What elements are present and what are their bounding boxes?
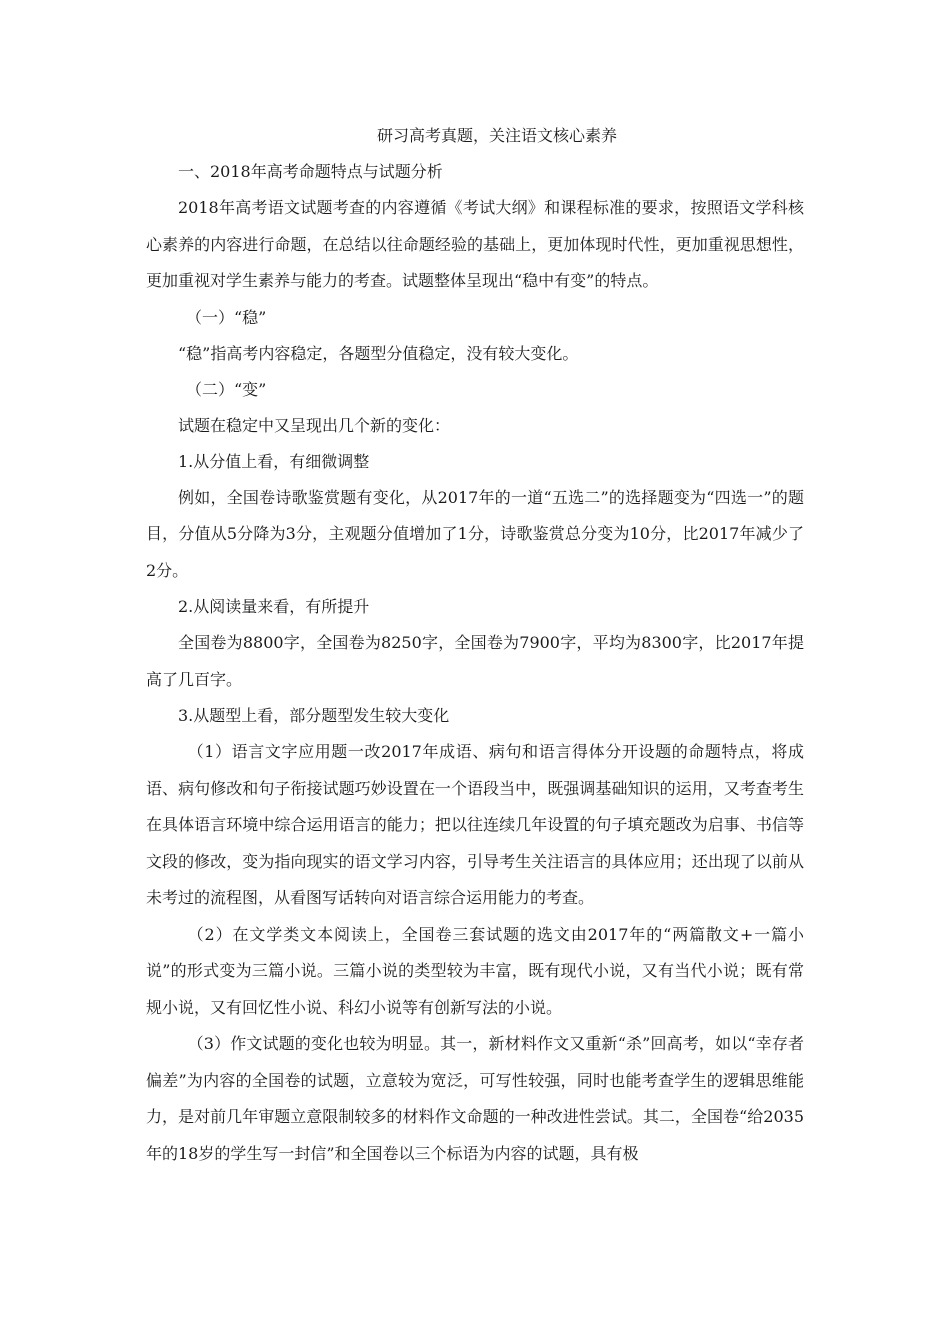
sub2-text: 试题在稳定中又呈现出几个新的变化： bbox=[178, 415, 451, 435]
point3-item1: （1）语言文字应用题一改2017年成语、病句和语言得体分开设题的命题特点，将成语、病句修改和句子衔接试题巧妙设置在一个语段当中，既强调基础知识的运用，又考查考生在具体语言环境中综合运用语言的能力；把以往连续几年设置的句子填充题改为启事、书信等文段的修改，变为指向现实的语文学习内容，引导考生关注语言的具体应用；还出现了以前从未考过的流程图，从看图写话转向对语言综合运用能力的考查。 bbox=[146, 742, 804, 907]
point3-item3: （3）作文试题的变化也较为明显。其一，新材料作文又重新“杀”回高考，如以“幸存者偏差”为内容的全国卷的试题，立意较为宽泛，可写性较强，同时也能考查学生的逻辑思维能力，是对前几年审题立意限制较多的材料作文命题的一种改进性尝试。其二，全国卷“给2035年的18岁的学生写一封信”和全国卷以三个标语为内容的试题，具有极 bbox=[146, 1034, 804, 1163]
sub1-text: “稳”指高考内容稳定，各题型分值稳定，没有较大变化。 bbox=[178, 343, 579, 363]
point3-item2: （2）在文学类文本阅读上，全国卷三套试题的选文由2017年的“两篇散文+一篇小说”的形式变为三篇小说。三篇小说的类型较为丰富，既有现代小说，又有当代小说；既有常规小说，又有回忆性小说、科幻小说等有创新写法的小说。 bbox=[146, 924, 804, 1017]
document-title: 研习高考真题，关注语文核心素养 bbox=[376, 126, 617, 145]
sub2-heading: （二）“变” bbox=[186, 379, 267, 399]
point2-heading: 2.从阅读量来看，有所提升 bbox=[178, 597, 370, 616]
intro-paragraph: 2018年高考语文试题考查的内容遵循《考试大纲》和课程标准的要求，按照语文学科核心素养的内容进行命题，在总结以往命题经验的基础上，更加体现时代性，更加重视思想性，更加重视对学生素养与能力的考查。试题整体呈现出“稳中有变”的特点。 bbox=[146, 198, 804, 290]
document-page bbox=[146, 118, 804, 1172]
point2-text: 全国卷为8800字，全国卷为8250字，全国卷为7900字，平均为8300字，比2017年提高了几百字。 bbox=[146, 633, 804, 689]
point3-heading: 3.从题型上看，部分题型发生较大变化 bbox=[178, 706, 450, 725]
point1-text: 例如，全国卷诗歌鉴赏题有变化，从2017年的一道“五选二”的选择题变为“四选一”的题目，分值从5分降为3分，主观题分值增加了1分，诗歌鉴赏总分变为10分，比2017年减少了2分。 bbox=[146, 487, 804, 580]
point1-heading: 1.从分值上看，有细微调整 bbox=[178, 451, 370, 471]
section1-heading: 一、2018年高考命题特点与试题分析 bbox=[178, 162, 443, 181]
sub1-heading: （一）“稳” bbox=[186, 307, 267, 327]
